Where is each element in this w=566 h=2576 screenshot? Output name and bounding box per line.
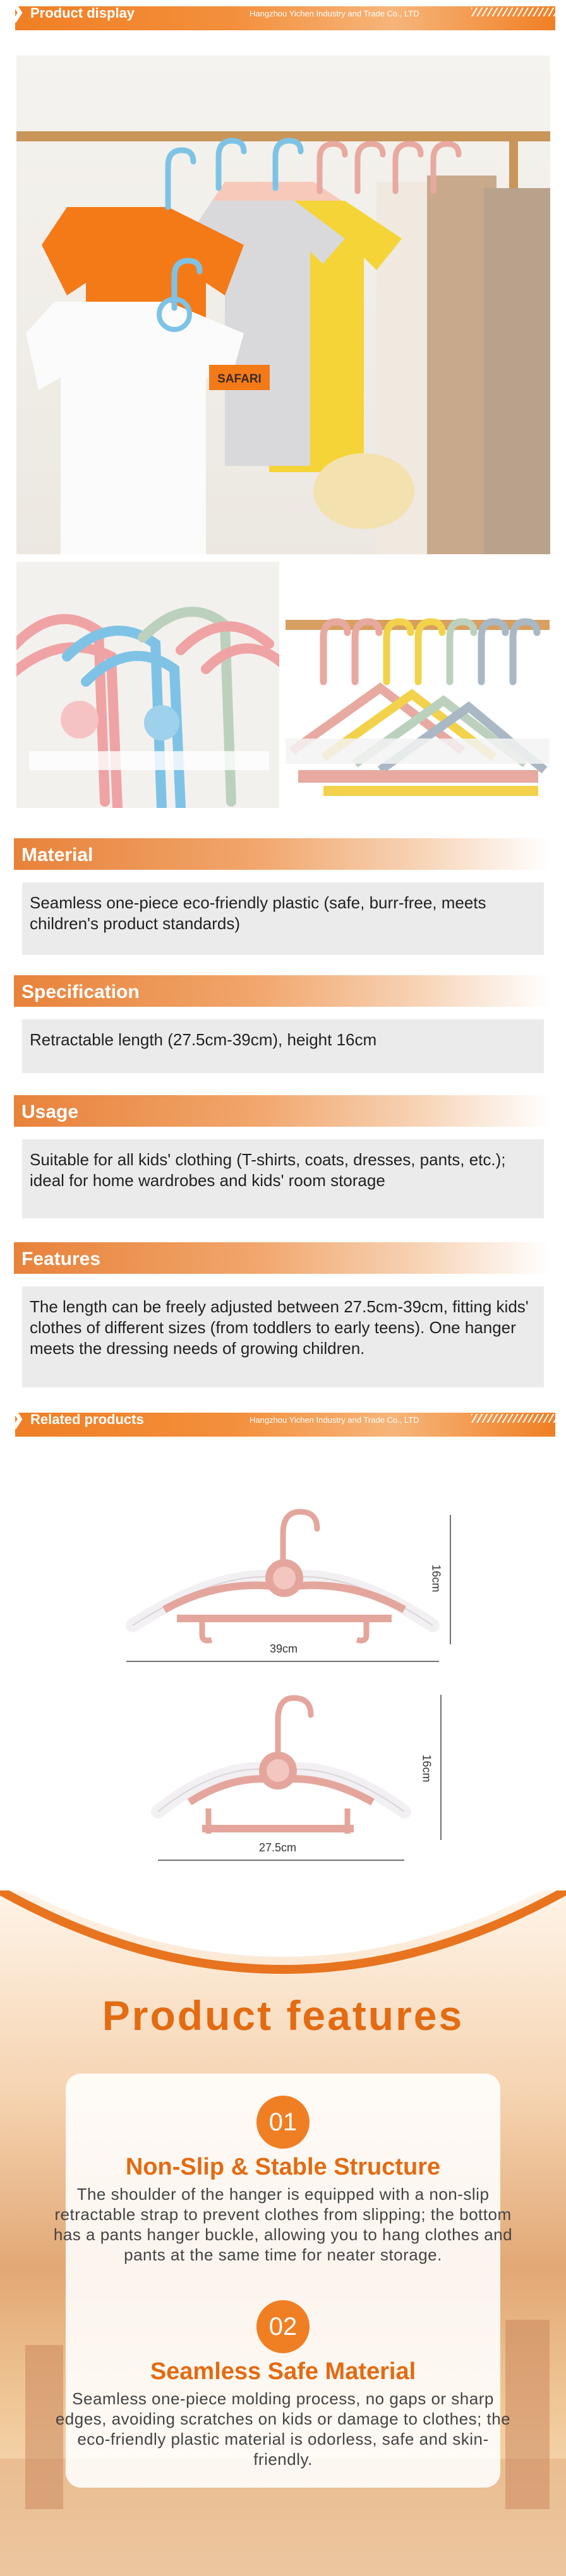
hangers-closeup-photo: [16, 562, 279, 808]
specification-title: Specification: [21, 982, 140, 1002]
hanger-row-illustration: [286, 562, 550, 808]
specification-section-title: [14, 975, 550, 1007]
features-title: Features: [21, 1249, 101, 1269]
hangers-row-photo: [286, 562, 550, 808]
features-section-title: [14, 1242, 550, 1274]
material-description: Seamless one-piece eco-friendly plastic (safe, burr-free, meets children's product standards): [22, 882, 544, 955]
feature-body-2: Seamless one-piece molding process, no gaps or sharp edges, avoiding scratches on kids or damage to clothes; the eco-friendly plastic material is odorless, safe and skin-friendly.: [55, 2389, 511, 2469]
feature-body-1: The shoulder of the hanger is equipped with a non-slip retractable strap to prevent clothes from slipping; the bottom has a pants hanger buckle, allowing you to hang clothes and pants at the same time for neater storage.: [53, 2185, 513, 2264]
header-title: Related products: [30, 1411, 144, 1427]
chevron-right-icon: ❯: [9, 1408, 25, 1428]
product-features-heading: Product features: [102, 1992, 464, 2039]
features-description: The length can be freely adjusted between 27.5cm-39cm, fitting kids' clothes of different sizes (from toddlers to early teens). One hanger meets the dressing needs of growing children.: [22, 1286, 544, 1387]
hanger-diagram-large: [120, 1496, 455, 1673]
clothes-rack-illustration: [16, 56, 550, 554]
main-product-photo: [16, 56, 550, 554]
colorful-hangers-illustration: [16, 562, 279, 808]
decorative-stripes: [471, 8, 560, 16]
chevron-right-icon: ❯: [9, 1, 25, 22]
width-label-large: 39cm: [270, 1642, 298, 1655]
usage-title: Usage: [21, 1101, 79, 1122]
height-label-small: 16cm: [420, 1754, 433, 1783]
product-display-header: [0, 0, 566, 33]
shirt-print: [209, 365, 270, 390]
header-title: Product display: [30, 5, 135, 21]
feature-number-badge-1: 01: [256, 2096, 310, 2149]
feature-number-badge-2: 02: [256, 2300, 310, 2353]
hanger-diagram-small: [139, 1682, 455, 1872]
width-label-small: 27.5cm: [259, 1841, 297, 1854]
feature-title-1: Non-Slip & Stable Structure: [125, 2154, 441, 2180]
shirt-print-text: SAFARI: [217, 372, 262, 386]
related-products-header: [0, 1406, 566, 1439]
decorative-stripes: [471, 1414, 560, 1423]
usage-section-title: [14, 1095, 550, 1127]
feature-title-2: Seamless Safe Material: [150, 2358, 416, 2385]
specification-description: Retractable length (27.5cm-39cm), height 16cm: [22, 1019, 544, 1073]
material-section-title: [14, 838, 550, 870]
hanger-small-illustration: [139, 1682, 455, 1872]
height-label-large: 16cm: [430, 1564, 443, 1593]
company-name: Hangzhou Yichen Industry and Trade Co., LTD: [250, 1415, 419, 1425]
company-name: Hangzhou Yichen Industry and Trade Co., LTD: [250, 9, 419, 18]
usage-description: Suitable for all kids' clothing (T-shirts, coats, dresses, pants, etc.); ideal for home wardrobes and kids' room storage: [22, 1139, 544, 1218]
material-title: Material: [21, 845, 93, 865]
